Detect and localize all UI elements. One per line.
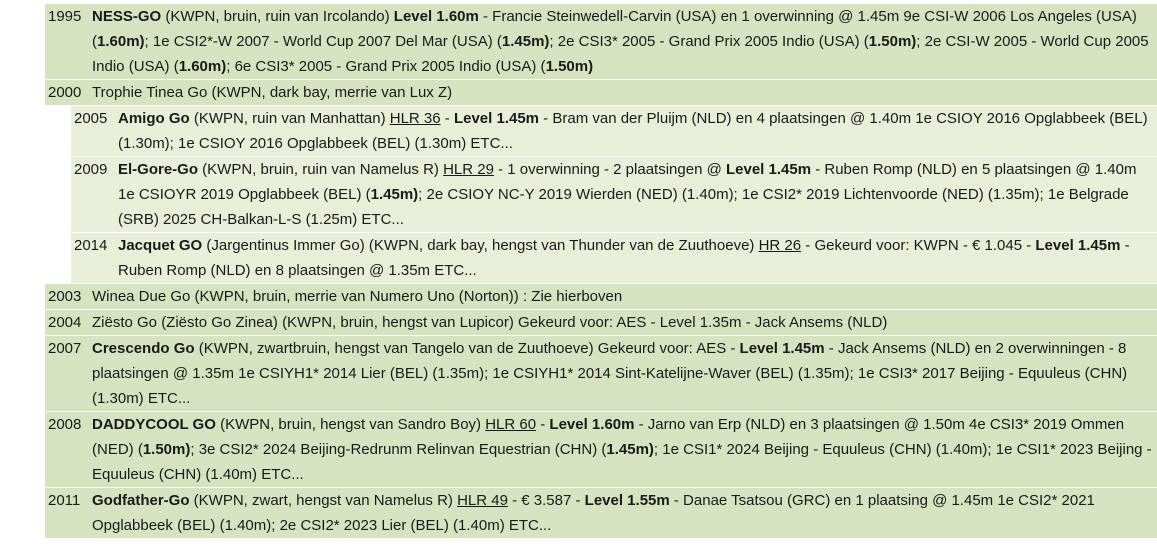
entry-text-segment: (KWPN, ruin van Manhattan) (189, 110, 390, 127)
entry-text-segment: - Jarno van Erp (NLD) en 3 plaatsingen @ 1.50m 4e CSI3* 2019 Ommen (NED) ( (92, 416, 1125, 458)
bold-text: NESS-GO (92, 8, 162, 25)
offspring-entry (45, 336, 1157, 411)
offspring-entry (45, 80, 1157, 105)
entry-text-segment: ; 1e CSI1* 2024 Beijing - Equuleus (CHN) (1.40m); 1e CSI1* 2023 Beijing - Equuleus (CHN) (1.40m) ETC... (92, 441, 1152, 483)
bold-text: Amigo Go (118, 110, 190, 127)
bold-text: Level 1.55m (584, 492, 670, 509)
entry-text-segment: - 1 overwinning - 2 plaatsingen @ (493, 161, 726, 178)
entry-year: 2014 (74, 237, 108, 254)
entry-text (118, 106, 1153, 156)
offspring-entry (45, 4, 1157, 79)
entry-text-segment: - Ruben Romp (NLD) en 8 plaatsingen @ 1.35m ETC... (118, 237, 1130, 279)
entry-text-segment: - Ruben Romp (NLD) en 5 plaatsingen @ 1.40m 1e CSIOYR 2019 Opglabbeek (BEL) ( (118, 161, 1137, 203)
entry-text (92, 4, 1153, 79)
bold-text: Godfather-Go (92, 492, 190, 509)
offspring-entry (45, 488, 1157, 538)
bold-text: 1.50m) (545, 58, 594, 75)
entry-text-segment: - € 3.587 - (507, 492, 585, 509)
entry-year: 2007 (48, 340, 82, 357)
entry-text-segment: ; 2e CSI-W 2005 - World Cup 2005 Indio (USA) ( (92, 33, 1149, 75)
entry-year: 2011 (48, 492, 81, 509)
offspring-list (45, 4, 1157, 539)
entry-text (92, 80, 1153, 105)
entry-year: 2008 (48, 416, 82, 433)
offspring-entry (45, 284, 1157, 309)
bold-text: Crescendo Go (92, 340, 195, 357)
entry-text (118, 233, 1153, 283)
bold-text: El-Gore-Go (118, 161, 199, 178)
bold-text: 1.45m) (501, 33, 550, 50)
entry-text-segment: (Jargentinus Immer Go) (KWPN, dark bay, hengst van Thunder van de Zuuthoeve) (202, 237, 759, 254)
entry-text (92, 488, 1153, 538)
bold-text: Level 1.45m (453, 110, 540, 127)
entry-text-segment: ; 2e CSIOY NC-Y 2019 Wierden (NED) (1.40m); 1e CSI2* 2019 Lichtenvoorde (NED) (1.35m); 1e Belgrade (SRB) 2025 CH-Balkan-L-S (1.25m) ETC... (118, 186, 1129, 228)
entry-text-segment: (KWPN, bruin, ruin van Ircolando) (161, 8, 394, 25)
bold-text: Level 1.45m (1035, 237, 1121, 254)
bold-text: 1.50m) (868, 33, 917, 50)
bold-text: DADDYCOOL GO (92, 416, 216, 433)
hlr-link[interactable]: HLR 29 (443, 161, 494, 178)
entry-text (92, 284, 1153, 309)
entry-text-segment: Ziësto Go (Ziësto Go Zinea) (KWPN, bruin, hengst van Lupicor) Gekeurd voor: AES - Level 1.35m - Jack Ansems (NLD) (92, 314, 888, 331)
entry-text-segment: ; 3e CSI2* 2024 Beijing-Redrunm Relinvan Equestrian (CHN) ( (190, 441, 607, 458)
entry-text (92, 310, 1153, 335)
entry-year: 2000 (48, 84, 82, 101)
entry-text-segment: - (440, 110, 454, 127)
entry-year: 2004 (48, 314, 82, 331)
bold-text: 1.50m) (142, 441, 191, 458)
hlr-link[interactable]: HLR 49 (457, 492, 508, 509)
offspring-entry (45, 412, 1157, 487)
entry-text-segment: (KWPN, bruin, hengst van Sandro Boy) (215, 416, 486, 433)
entry-year: 2005 (74, 110, 108, 127)
offspring-entry (71, 106, 1157, 156)
offspring-entry (45, 310, 1157, 335)
entry-text-segment: - Gekeurd voor: KWPN - € 1.045 - (801, 237, 1036, 254)
hlr-link[interactable]: HLR 60 (485, 416, 537, 433)
entry-year: 1995 (48, 8, 82, 25)
offspring-entry (71, 233, 1157, 283)
bold-text: Level 1.60m (549, 416, 635, 433)
entry-text-segment: Trophie Tinea Go (KWPN, dark bay, merrie van Lux Z) (92, 84, 453, 101)
hlr-link[interactable]: HLR 36 (389, 110, 441, 127)
entry-text-segment: (KWPN, bruin, ruin van Namelus R) (198, 161, 444, 178)
bold-text: Level 1.45m (725, 161, 812, 178)
bold-text: 1.60m) (97, 33, 145, 50)
entry-text-segment: ; 1e CSI2*-W 2007 - World Cup 2007 Del Mar (USA) ( (144, 33, 502, 50)
bold-text: 1.45m) (606, 441, 654, 458)
bold-text: 1.60m) (178, 58, 227, 75)
bold-text: Level 1.45m (739, 340, 825, 357)
hlr-link[interactable]: HR 26 (758, 237, 802, 254)
entry-text-segment: ; 2e CSI3* 2005 - Grand Prix 2005 Indio (USA) ( (549, 33, 869, 50)
entry-text-segment: - Bram van der Pluijm (NLD) en 4 plaatsingen @ 1.40m 1e CSIOY 2016 Opglabbeek (BEL) (1.30m); 1e CSIOY 2016 Opglabbeek (BEL) (1.30m) ETC... (118, 110, 1148, 152)
entry-year: 2003 (48, 288, 82, 305)
entry-text-segment: - Jack Ansems (NLD) en 2 overwinningen - 8 plaatsingen @ 1.35m 1e CSIYH1* 2014 Lier (BEL) (1.35m); 1e CSIYH1* 2014 Sint-Katelijne-Waver (BEL) (1.35m); 1e CSI3* 2017 Beijing - Equuleus (CHN) (1.30m) ETC... (92, 340, 1128, 407)
entry-text (92, 412, 1153, 487)
entry-text-segment: - (536, 416, 550, 433)
bold-text: 1.45m) (370, 186, 419, 203)
entry-text-segment: (KWPN, zwartbruin, hengst van Tangelo van de Zuuthoeve) Gekeurd voor: AES - (194, 340, 740, 357)
bold-text: Jacquet GO (118, 237, 203, 254)
entry-text-segment: - Danae Tsatsou (GRC) en 1 plaatsing @ 1.45m 1e CSI2* 2021 Opglabbeek (BEL) (1.40m); 2e CSI2* 2023 Lier (BEL) (1.40m) ETC... (92, 492, 1095, 534)
entry-text (92, 336, 1153, 411)
entry-text-segment: - Francie Steinwedell-Carvin (USA) en 1 overwinning @ 1.45m 9e CSI-W 2006 Los Angeles (USA) ( (92, 8, 1137, 50)
entry-text-segment: (KWPN, zwart, hengst van Namelus R) (189, 492, 458, 509)
bold-text: Level 1.60m (393, 8, 479, 25)
offspring-entry (71, 157, 1157, 232)
entry-text-segment: Winea Due Go (KWPN, bruin, merrie van Numero Uno (Norton)) : Zie hierboven (92, 288, 623, 305)
entry-text-segment: ; 6e CSI3* 2005 - Grand Prix 2005 Indio (USA) ( (226, 58, 546, 75)
entry-year: 2009 (74, 161, 108, 178)
entry-text (118, 157, 1153, 232)
